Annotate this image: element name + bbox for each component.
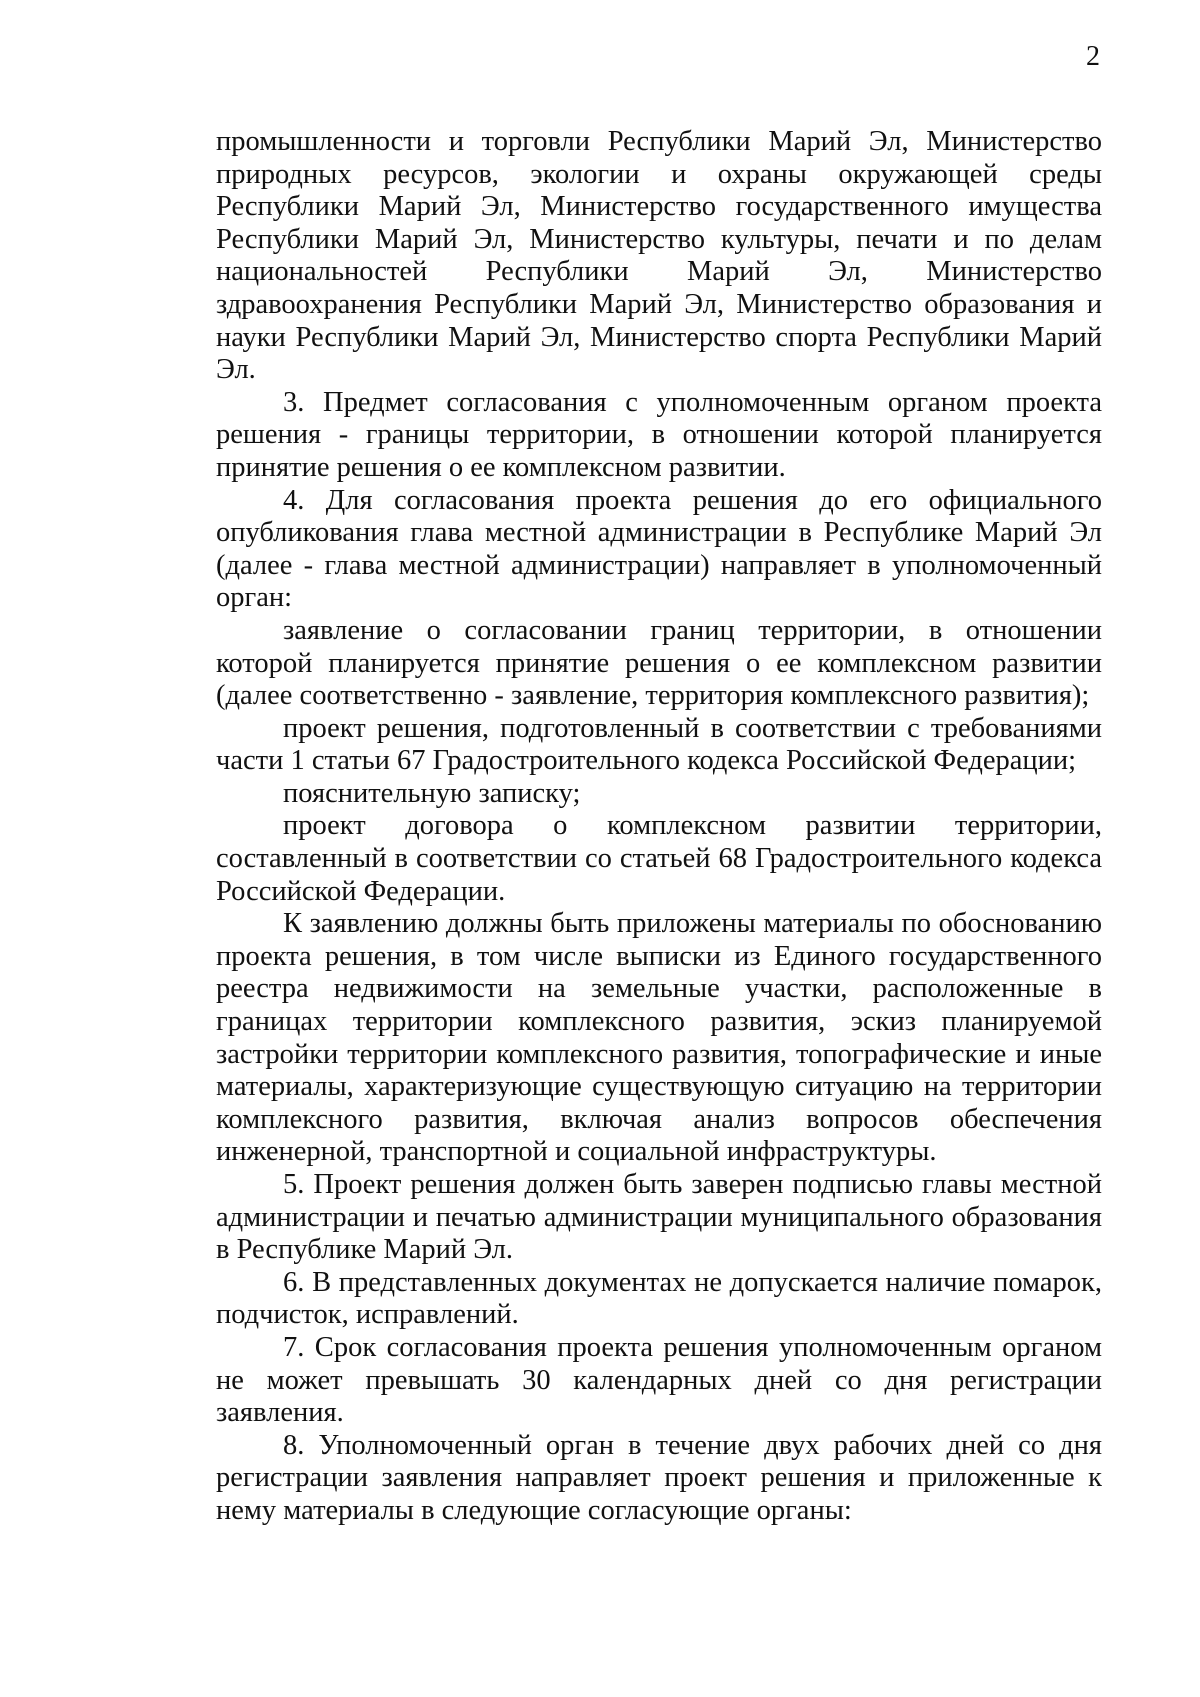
paragraph-item-8: 8. Уполномоченный орган в течение двух рабочих дней со дня регистрации заявления направляет проект решения и приложенные к нему материалы в следующие согласующие органы: bbox=[216, 1429, 1102, 1526]
paragraph-application: заявление о согласовании границ территории, в отношении которой планируется принятие решения о ее комплексном развитии (далее соответственно - заявление, территория комплексного развития); bbox=[216, 614, 1102, 712]
paragraph-item-6: 6. В представленных документах не допускается наличие помарок, подчисток, исправлений. bbox=[216, 1266, 1102, 1331]
document-body bbox=[216, 126, 1102, 1528]
paragraph-continuation: промышленности и торговли Республики Марий Эл, Министерство природных ресурсов, экологии и охраны окружающей среды Республики Марий Эл, Министерство государственного имущества Республики Марий Эл, Министерство культуры, печати и по делам национальностей Республики Марий Эл, Министерство здравоохранения Республики Марий Эл, Министерство образования и науки Республики Марий Эл, Министерство спорта Республики Марий Эл. bbox=[216, 126, 1102, 386]
paragraph-item-4: 4. Для согласования проекта решения до его официального опубликования глава местной администрации в Республике Марий Эл (далее - глава местной администрации) направляет в уполномоченный орган: bbox=[216, 484, 1102, 614]
paragraph-item-5: 5. Проект решения должен быть заверен подписью главы местной администрации и печатью администрации муниципального образования в Республике Марий Эл. bbox=[216, 1169, 1102, 1266]
paragraph-explanatory-note: пояснительную записку; bbox=[283, 777, 581, 809]
paragraph-draft-decision: проект решения, подготовленный в соответствии с требованиями части 1 статьи 67 Градостроительного кодекса Российской Федерации; bbox=[216, 712, 1102, 777]
paragraph-draft-agreement: проект договора о комплексном развитии территории, составленный в соответствии со статьей 68 Градостроительного кодекса Российской Федерации. bbox=[216, 810, 1102, 907]
paragraph-attached-materials: К заявлению должны быть приложены материалы по обоснованию проекта решения, в том числе выписки из Единого государственного реестра недвижимости на земельные участки, расположенные в границах территории комплексного развития, эскиз планируемой застройки территории комплексного развития, топографические и иные материалы, характеризующие существующую ситуацию на территории комплексного развития, включая анализ вопросов обеспечения инженерной, транспортной и социальной инфраструктуры. bbox=[216, 908, 1102, 1168]
paragraph-item-7: 7. Срок согласования проекта решения уполномоченным органом не может превышать 30 календарных дней со дня регистрации заявления. bbox=[216, 1331, 1102, 1429]
page-number: 2 bbox=[1086, 41, 1100, 72]
paragraph-item-3: 3. Предмет согласования с уполномоченным органом проекта решения - границы территории, в отношении которой планируется принятие решения о ее комплексном развитии. bbox=[216, 386, 1102, 483]
